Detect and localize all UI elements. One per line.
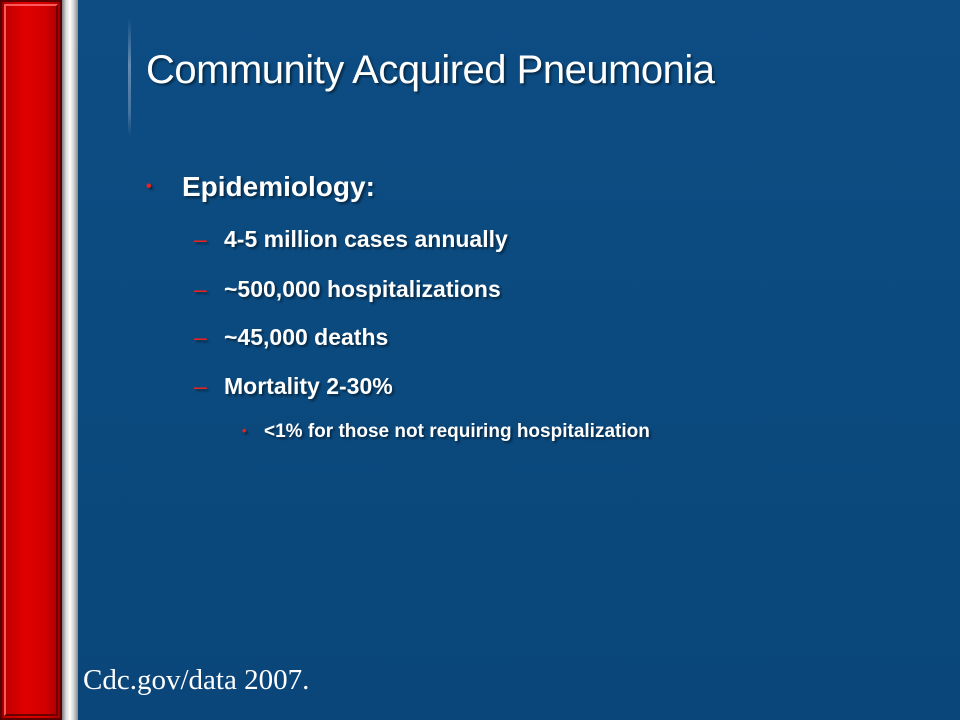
- left-red-bar: [0, 0, 62, 720]
- dash-icon: –: [194, 276, 207, 302]
- left-white-stripe: [62, 0, 78, 720]
- dash-icon: –: [194, 226, 207, 252]
- citation: Cdc.gov/data 2007.: [83, 664, 310, 696]
- sub-bullet-text: Mortality 2-30%: [224, 373, 393, 399]
- sub-bullet-text: ~500,000 hospitalizations: [224, 276, 501, 302]
- sub-bullet-text: 4-5 million cases annually: [224, 226, 508, 252]
- bullet-text: Epidemiology:: [182, 171, 375, 202]
- dash-icon: –: [194, 324, 207, 350]
- title-divider: [128, 18, 131, 136]
- dash-icon: –: [194, 373, 207, 399]
- bullet-dot-icon: •: [242, 423, 247, 438]
- red-bar-bevel: [4, 4, 58, 716]
- sub-sub-bullet-text: <1% for those not requiring hospitalization: [264, 421, 650, 442]
- sub-bullet-text: ~45,000 deaths: [224, 324, 389, 350]
- bullet-dot-icon: •: [146, 178, 152, 195]
- slide-title: Community Acquired Pneumonia: [146, 48, 715, 92]
